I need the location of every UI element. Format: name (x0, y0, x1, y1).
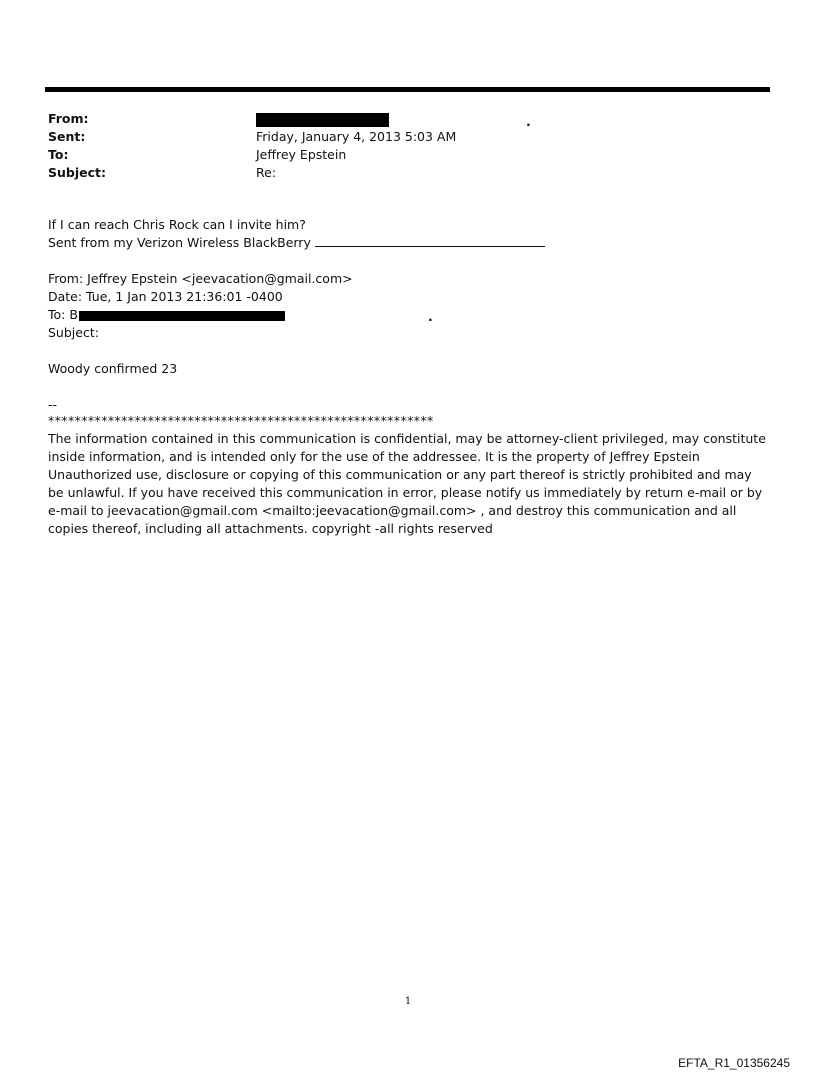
confidentiality-disclaimer: The information contained in this communication is confidential, may be attorney-client privileged, may constitute inside information, and is intended only for the use of the addressee. It is the property of Jeffrey Epstein Unauthorized use, disclosure or copying of this communication or any part thereof is strictly prohibited and may be unlawful. If you have received this communication in error, please notify us immediately by return e-mail or by e-mail to jeevacation@gmail.com <mailto:jeevacation@gmail.com> , and destroy this communication and all copies thereof, including all attachments. copyright -all rights reserved (48, 431, 766, 536)
stray-dot: . (526, 114, 531, 129)
blackberry-signature: Sent from my Verizon Wireless BlackBerry (48, 235, 311, 250)
signature-stars: ********************************************************** (48, 413, 434, 428)
stray-dot-2: . (428, 309, 433, 324)
reply-line-1: If I can reach Chris Rock can I invite him? (48, 217, 306, 232)
from-value-redacted (256, 110, 389, 128)
subject-value: Re: (256, 165, 277, 180)
reply-body (48, 216, 545, 252)
to-value: Jeffrey Epstein (256, 147, 347, 162)
reply-line-2 (48, 234, 545, 252)
quoted-body: Woody confirmed 23 (48, 361, 178, 376)
quoted-subject: Subject: (48, 325, 99, 340)
sent-label: Sent: (48, 129, 86, 144)
header-rule (45, 87, 770, 92)
quoted-to-redacted (79, 311, 285, 321)
from-label: From: (48, 111, 89, 126)
quoted-from: From: Jeffrey Epstein <jeevacation@gmail.com> (48, 271, 353, 286)
quoted-header (48, 270, 433, 342)
quoted-to (48, 306, 433, 324)
page-number: 1 (404, 996, 412, 1007)
bates-number: EFTA_R1_01356245 (678, 1056, 790, 1070)
separator-line (315, 234, 545, 247)
quoted-date: Date: Tue, 1 Jan 2013 21:36:01 -0400 (48, 289, 283, 304)
sent-value: Friday, January 4, 2013 5:03 AM (256, 129, 457, 144)
quoted-to-prefix: To: B (48, 307, 78, 322)
subject-label: Subject: (48, 165, 106, 180)
to-label: To: (48, 147, 69, 162)
signature-dashes: -- (48, 397, 58, 412)
